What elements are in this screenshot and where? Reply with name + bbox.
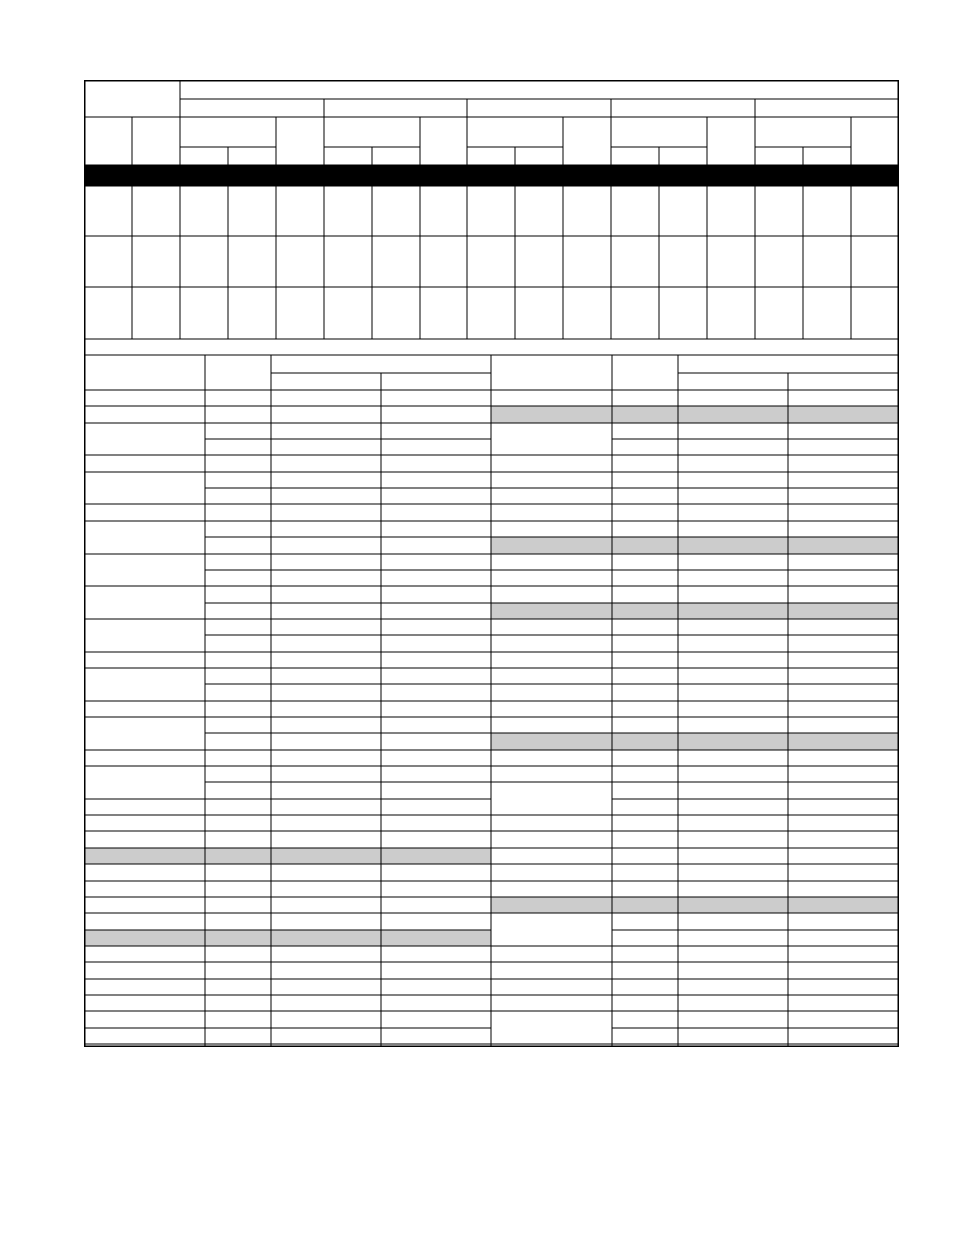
- form-grid: [84, 80, 899, 1047]
- left-gray-band: [84, 930, 491, 946]
- right-gray-band: [491, 406, 898, 423]
- right-gray-band: [491, 603, 898, 619]
- right-gray-band: [491, 537, 898, 554]
- right-gray-band: [491, 733, 898, 750]
- left-gray-band: [84, 848, 491, 864]
- blank-form-sheet: [84, 80, 899, 1047]
- black-band: [84, 165, 898, 186]
- right-gray-band: [491, 897, 898, 913]
